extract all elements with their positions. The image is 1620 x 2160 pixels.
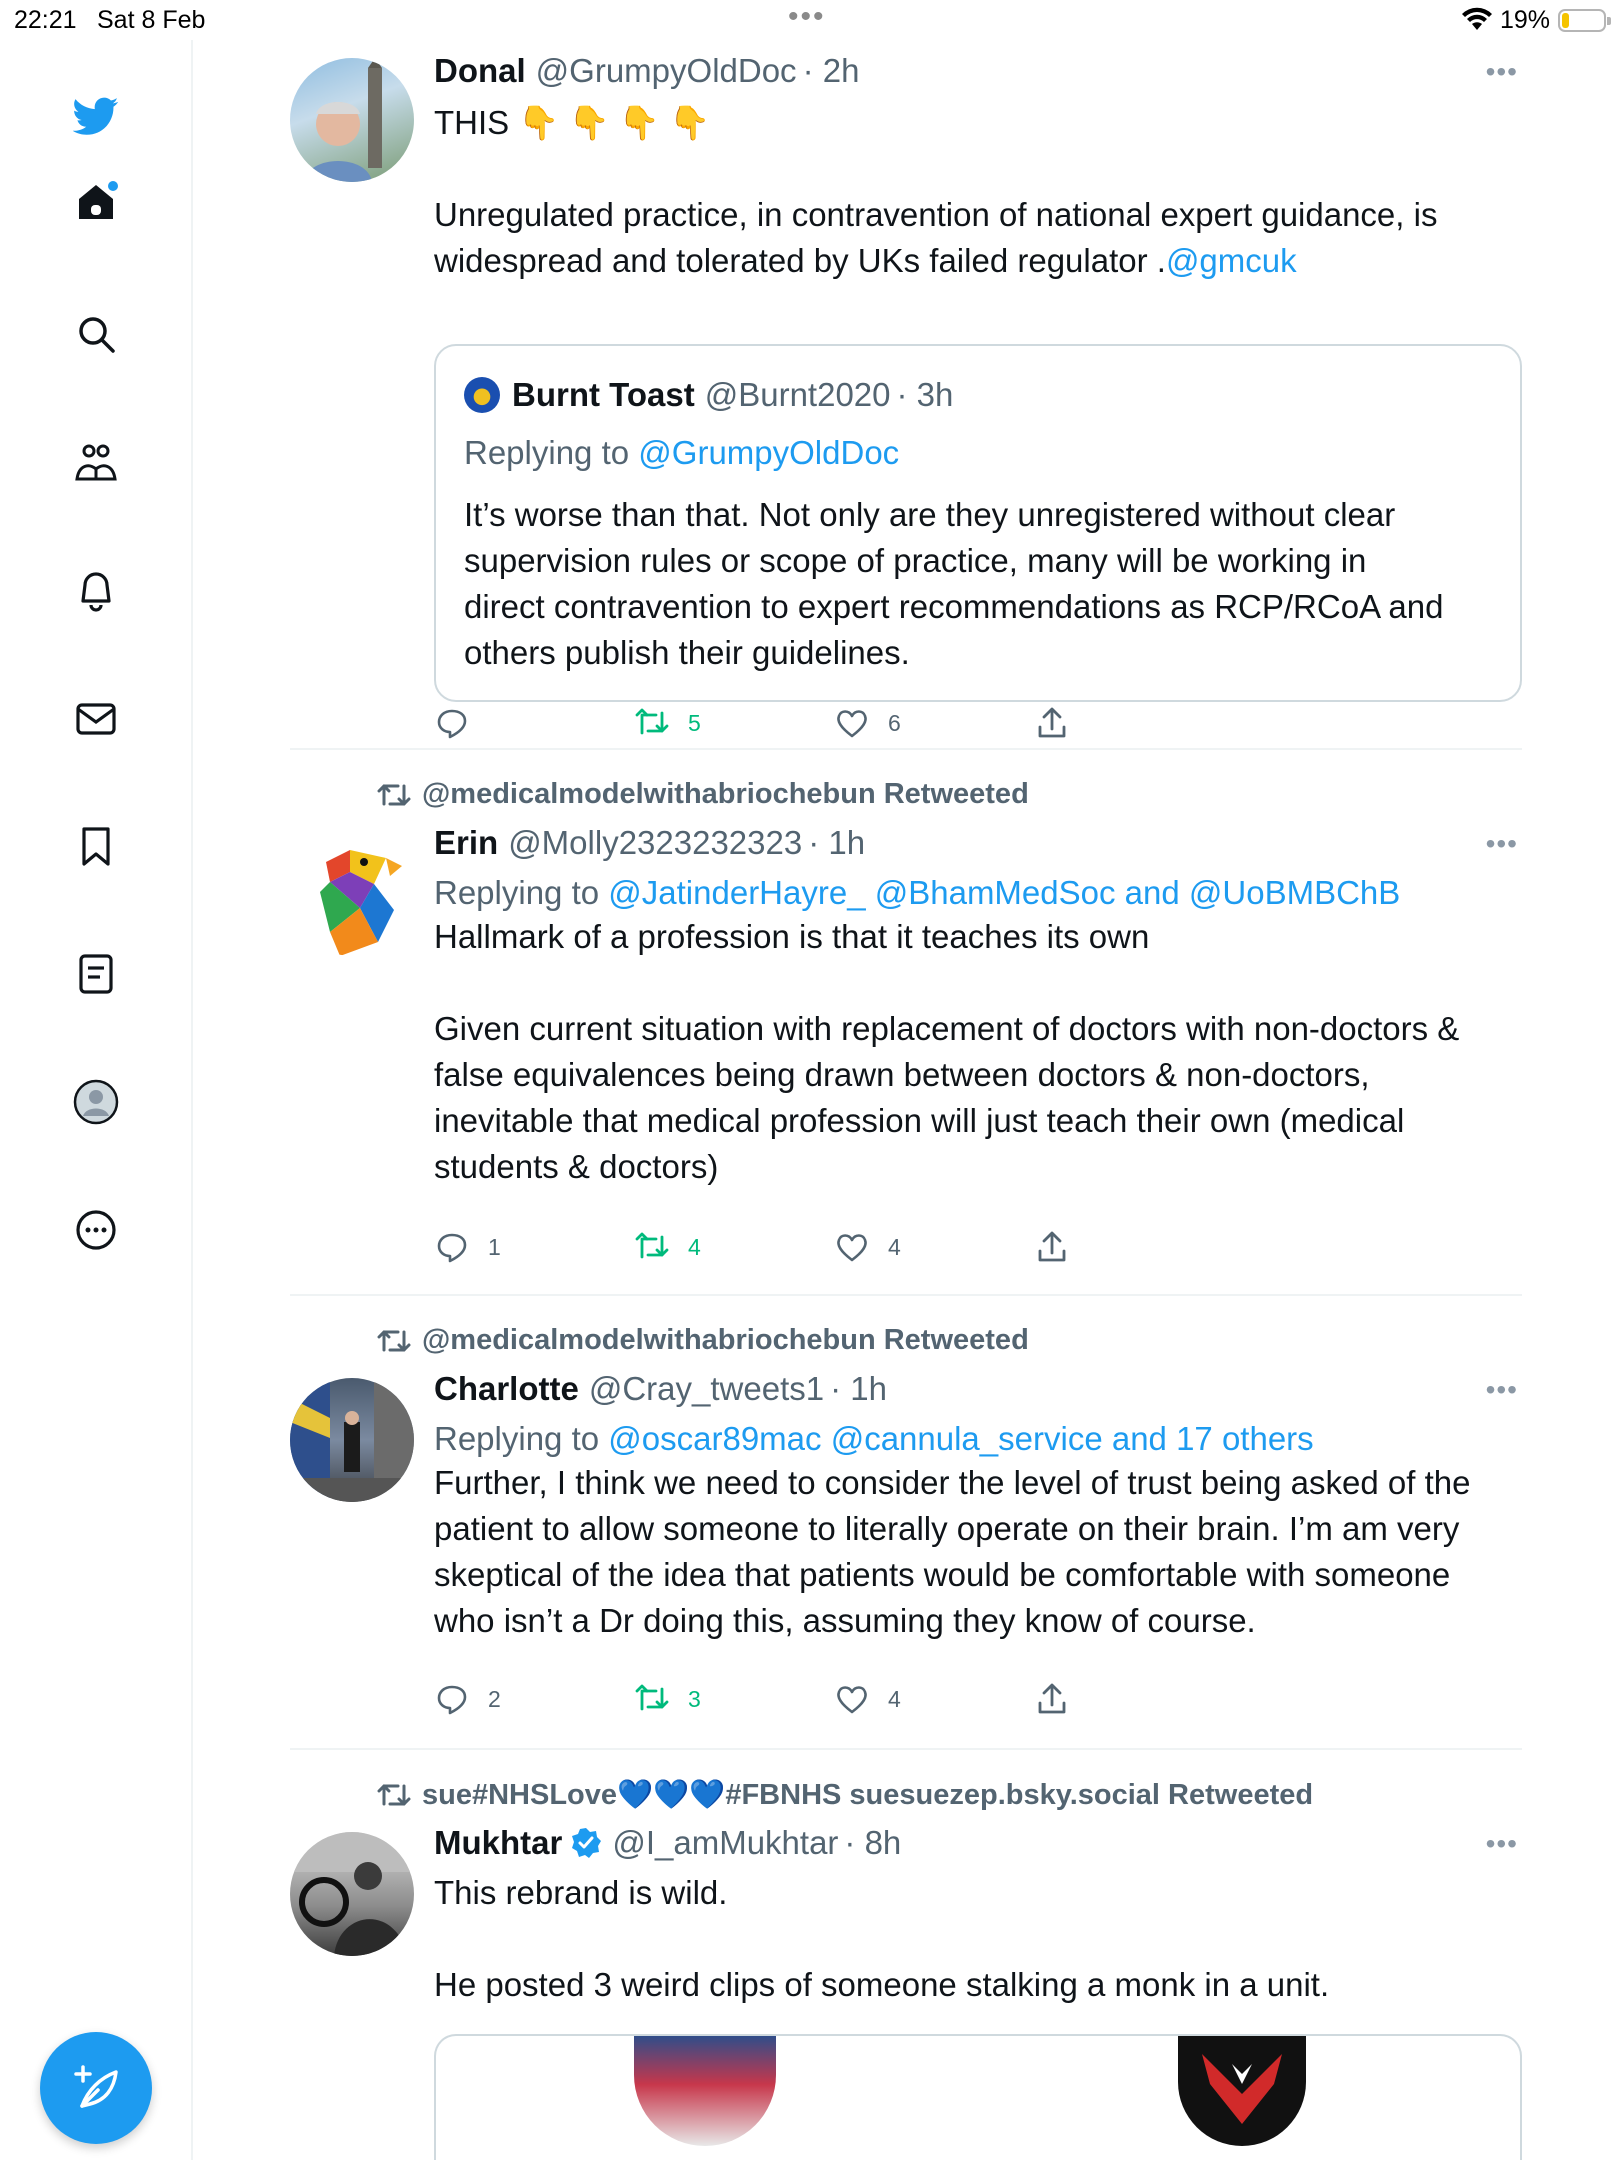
tweet-time[interactable]: · 1h [808,824,866,861]
tweet-header [434,1370,887,1408]
avatar[interactable] [290,1378,414,1502]
mention-link[interactable]: @JatinderHayre_ @BhamMedSoc and @UoBMBChB [608,874,1401,911]
tweet-divider [290,748,1522,750]
retweeted-by [376,1324,1029,1357]
retweet-icon [634,1681,670,1717]
messages-icon[interactable] [68,690,124,746]
tweet-line: inevitable that medical profession will just teach their own (medical [434,1102,1405,1139]
more-icon[interactable] [68,1202,124,1258]
tweet-line: others publish their guidelines. [464,634,910,671]
more-options-icon[interactable]: ••• [1485,1828,1518,1859]
retweeted-by [376,1778,1313,1812]
bookmarks-icon[interactable] [68,818,124,874]
tweet-text [434,914,1514,1190]
reply-icon [434,1681,470,1717]
retweet-button[interactable] [634,1676,701,1722]
battery-icon [1558,9,1606,32]
tweet-line: He posted 3 weird clips of someone stalking a monk in a unit. [434,1966,1330,2003]
author-handle[interactable]: @Molly2323232323 [508,824,803,861]
reply-count: 1 [488,1233,501,1260]
tweet-line: Unregulated practice, in contravention of national expert guidance, is [434,196,1438,233]
share-button[interactable] [1034,1676,1070,1722]
tweet-line: Further, I think we need to consider the level of trust being asked of the [434,1464,1471,1501]
quoted-tweet[interactable] [434,344,1522,702]
share-button[interactable] [1034,1224,1070,1270]
retweeted-by-label[interactable]: @medicalmodelwithabriochebun Retweeted [422,1324,1029,1356]
status-date: Sat 8 Feb [97,6,206,34]
reply-button[interactable] [434,1224,501,1270]
tweet-line: widespread and tolerated by UKs failed regulator . [434,242,1166,279]
author-name[interactable]: Erin [434,824,499,861]
tweet-line: students & doctors) [434,1148,719,1185]
reply-icon [434,705,470,741]
home-icon[interactable] [68,174,124,230]
tweet-line: supervision rules or scope of practice, many will be working in [464,542,1367,579]
author-handle[interactable]: @I_amMukhtar [612,1824,839,1861]
compose-tweet-icon [68,2060,124,2116]
like-icon [834,1229,870,1265]
communities-icon[interactable] [68,434,124,490]
retweet-button[interactable] [634,1224,701,1270]
more-options-icon[interactable]: ••• [1485,1374,1518,1405]
tweet-header [434,52,859,90]
tweet-line: It’s worse than that. Not only are they unregistered without clear [464,496,1396,533]
retweet-count: 5 [688,709,701,736]
retweet-count: 3 [688,1685,701,1712]
quoted-tweet-text [464,492,1504,676]
retweet-icon [376,1326,412,1356]
author-handle[interactable]: @GrumpyOldDoc [535,52,797,89]
author-name[interactable]: Charlotte [434,1370,579,1407]
search-icon[interactable] [68,306,124,362]
like-count: 6 [888,709,901,736]
tweet-header [434,1824,901,1862]
like-count: 4 [888,1233,901,1260]
more-options-icon[interactable]: ••• [1485,828,1518,859]
lists-icon[interactable] [68,946,124,1002]
status-bar [0,0,1620,40]
more-options-icon[interactable]: ••• [1485,56,1518,87]
like-count: 4 [888,1685,901,1712]
retweet-icon [376,1780,412,1810]
tweet-line: who isn’t a Dr doing this, assuming they know of course. [434,1602,1256,1639]
status-time: 22:21 [14,6,77,34]
author-handle[interactable]: @Cray_tweets1 [588,1370,825,1407]
replying-to-label: Replying to [434,874,600,911]
sidebar-nav [0,40,193,2160]
retweeted-by [376,778,1029,811]
tweet-text [434,1870,1514,2008]
like-button[interactable] [834,1224,901,1270]
avatar[interactable] [290,58,414,182]
avatar[interactable] [290,832,414,956]
retweet-count: 4 [688,1233,701,1260]
tweet-line [434,1916,1514,1962]
author-name[interactable]: Mukhtar [434,1824,563,1861]
like-button[interactable] [834,700,901,746]
tweet-divider [290,1294,1522,1296]
tweet-divider [290,1748,1522,1750]
tweet-line: Hallmark of a profession is that it teaches its own [434,918,1150,955]
compose-tweet-button[interactable] [40,2032,152,2144]
tweet-line: This rebrand is wild. [434,1874,728,1911]
quoted-tweet-header [464,376,953,414]
tweet-text [434,100,1514,284]
tweet-line: false equivalences being drawn between doctors & non-doctors, [434,1056,1370,1093]
mention-link[interactable]: @oscar89mac @cannula_service and 17 others [608,1420,1314,1457]
replying-to [464,434,899,472]
tweet-header [434,824,865,862]
tweet-line: patient to allow someone to literally operate on their brain. I’m am very [434,1510,1460,1547]
verified-badge-icon [570,1827,602,1859]
tweet-actions [434,1224,1134,1270]
tweet-line: direct contravention to expert recommendations as RCP/RCoA and [464,588,1444,625]
tweet-actions [434,700,1134,746]
replying-to [434,874,1400,912]
tweet-line: skeptical of the idea that patients would be comfortable with someone [434,1556,1451,1593]
tweet-line [434,960,1514,1006]
avatar[interactable] [464,377,500,413]
share-icon [1034,705,1070,741]
share-icon [1034,1229,1070,1265]
retweet-icon [634,1229,670,1265]
tweet-time[interactable]: · 1h [830,1370,887,1407]
retweet-icon [634,705,670,741]
mention-link[interactable]: @GrumpyOldDoc [638,434,900,471]
reply-button[interactable] [434,700,488,746]
like-icon [834,705,870,741]
wifi-icon [1462,6,1492,32]
tweet-line: THIS 👇 👇 👇 👇 [434,104,711,141]
like-button[interactable] [834,1676,901,1722]
media-image[interactable] [634,2034,776,2146]
author-name: Burnt Toast [512,376,695,413]
profile-icon[interactable] [68,1074,124,1130]
author-name[interactable]: Donal [434,52,526,89]
media-image[interactable] [1178,2034,1306,2146]
tweet-actions [434,1676,1134,1722]
replying-to-label: Replying to [464,434,630,471]
retweet-icon [376,780,412,810]
reply-icon [434,1229,470,1265]
retweeted-by-label[interactable]: @medicalmodelwithabriochebun Retweeted [422,778,1029,810]
avatar[interactable] [290,1832,414,1956]
replying-to-label: Replying to [434,1420,600,1457]
retweet-button[interactable] [634,700,701,746]
reply-count: 2 [488,1685,501,1712]
share-button[interactable] [1034,700,1070,746]
tweet-text [434,1460,1514,1644]
replying-to [434,1420,1314,1458]
share-icon [1034,1681,1070,1717]
like-icon [834,1681,870,1717]
tweet-time[interactable]: · 2h [802,52,860,89]
tweet-line: Given current situation with replacement of doctors with non-doctors & [434,1010,1460,1047]
author-handle: @Burnt2020 [704,376,891,413]
battery-percent: 19% [1500,6,1551,34]
notifications-icon[interactable] [68,562,124,618]
retweeted-by-label[interactable]: sue#NHSLove💙💙💙#FBNHS suesuezep.bsky.social Retweeted [422,1779,1314,1811]
tweet-time: · 3h [896,376,954,413]
tweet-card[interactable] [290,1778,1522,2160]
twitter-logo-icon[interactable] [68,88,124,144]
reply-button[interactable] [434,1676,501,1722]
tweet-time[interactable]: · 8h [844,1824,902,1861]
media-card[interactable] [434,2034,1522,2160]
mention-link[interactable]: @gmcuk [1165,242,1297,279]
multitasking-dots-icon[interactable]: ••• [788,0,826,33]
